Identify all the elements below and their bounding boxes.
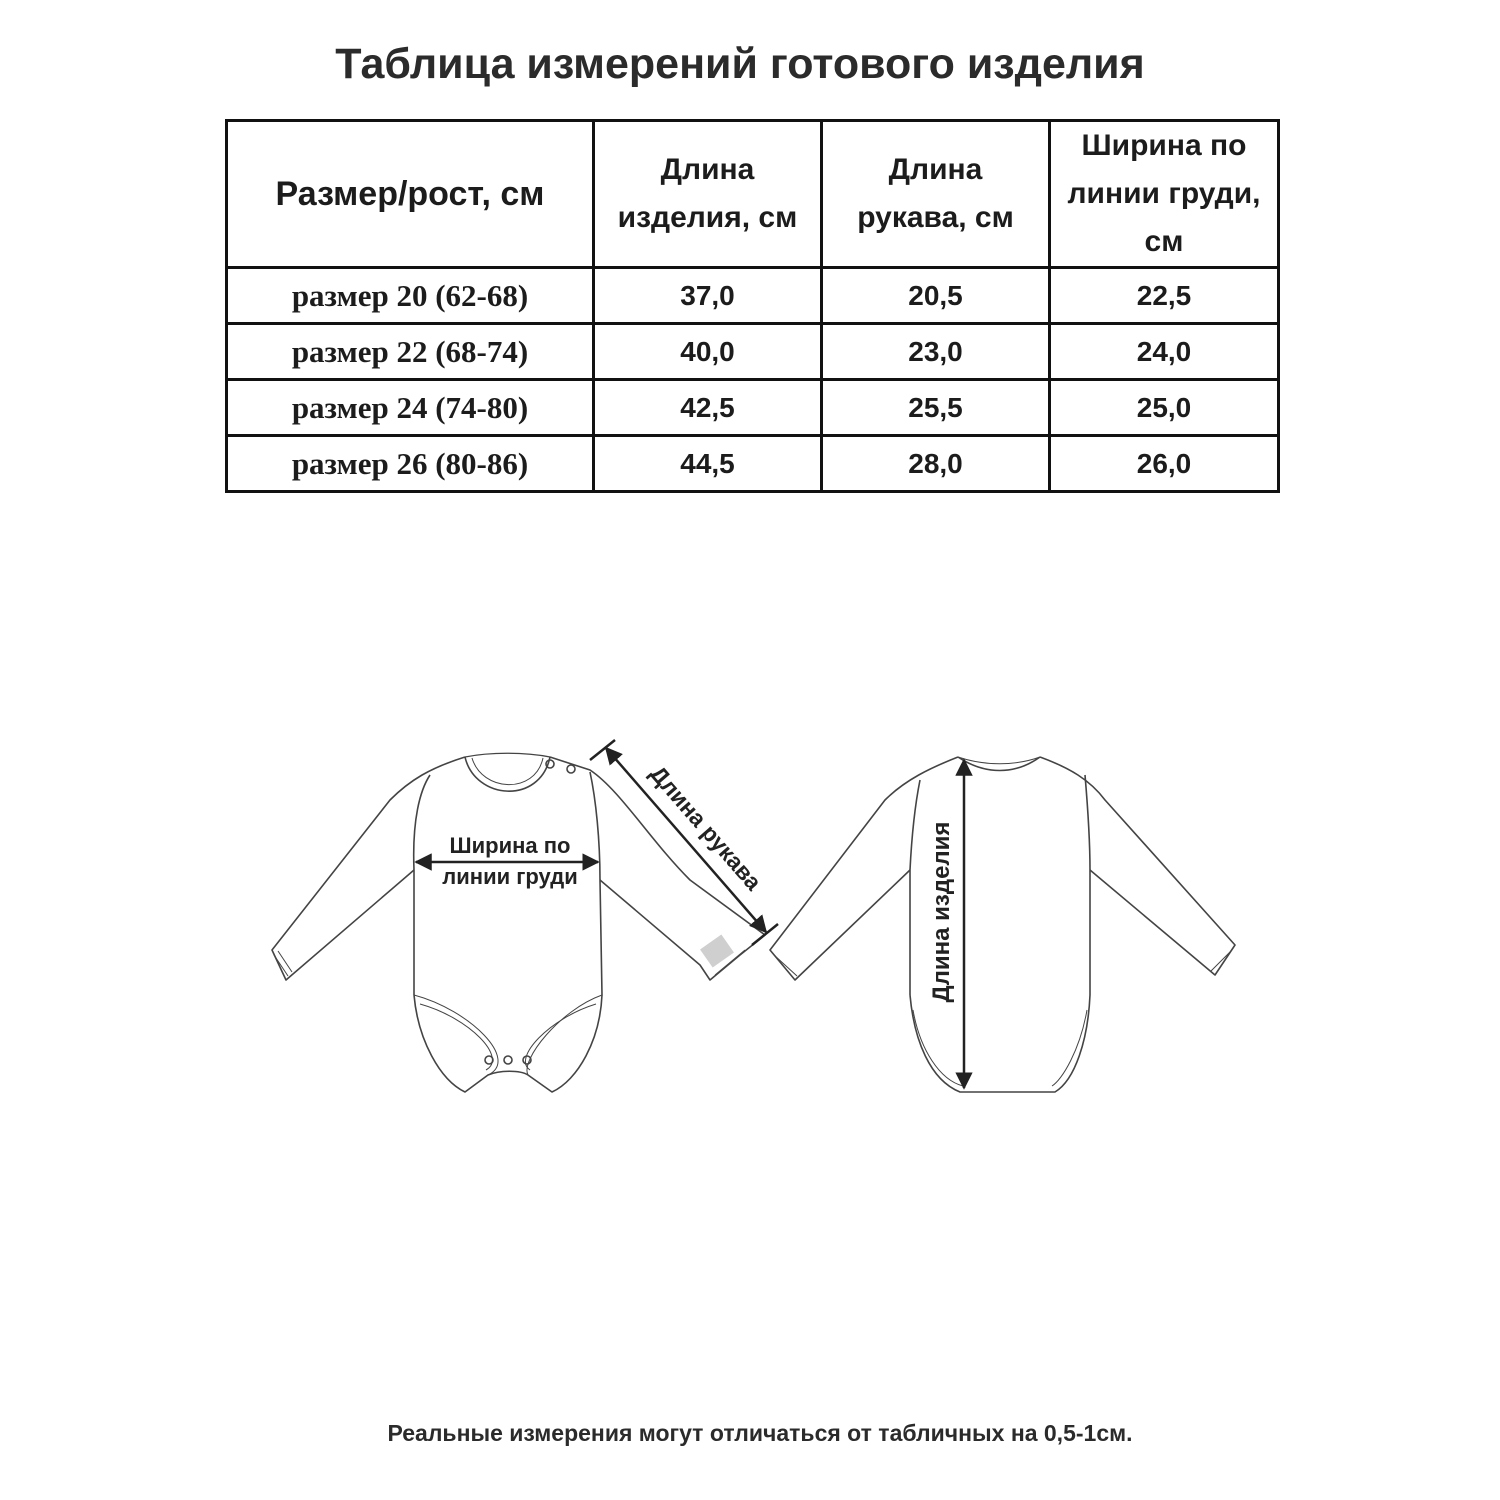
sleeve-length-arrow	[606, 748, 766, 932]
cell-sleeve-length: 28,0	[822, 436, 1050, 492]
table-row	[227, 436, 1279, 492]
cell-sleeve-length: 25,5	[822, 380, 1050, 436]
bodysuit-back	[770, 757, 1235, 1092]
cell-item-length: 44,5	[594, 436, 822, 492]
bodysuit-diagram	[0, 700, 1500, 1120]
page-title: Таблица измерений готового изделия	[335, 40, 1145, 88]
table-row	[227, 324, 1279, 380]
length-label: Длина изделия	[928, 821, 955, 1003]
cell-size: размер 24 (74-80)	[227, 380, 594, 436]
header-sleeve-length: Длина рукава, см	[822, 121, 1050, 268]
cell-chest-width: 25,0	[1050, 380, 1279, 436]
table-header-row	[227, 121, 1279, 268]
table-row	[227, 380, 1279, 436]
cell-sleeve-length: 23,0	[822, 324, 1050, 380]
cell-size: размер 22 (68-74)	[227, 324, 594, 380]
cell-sleeve-length: 20,5	[822, 268, 1050, 324]
cell-size: размер 20 (62-68)	[227, 268, 594, 324]
chest-label-line1: Ширина по	[449, 833, 571, 858]
footnote: Реальные измерения могут отличаться от табличных на 0,5-1см.	[387, 1420, 1133, 1446]
header-chest-width: Ширина по линии груди, см	[1050, 121, 1279, 268]
cell-chest-width: 26,0	[1050, 436, 1279, 492]
header-item-length: Длина изделия, см	[594, 121, 822, 268]
cell-size: размер 26 (80-86)	[227, 436, 594, 492]
cell-item-length: 37,0	[594, 268, 822, 324]
table-row	[227, 268, 1279, 324]
sleeve-label: Длина рукава	[645, 760, 767, 896]
cell-item-length: 42,5	[594, 380, 822, 436]
size-table	[225, 119, 1280, 493]
cell-chest-width: 22,5	[1050, 268, 1279, 324]
cell-item-length: 40,0	[594, 324, 822, 380]
header-size: Размер/рост, см	[227, 121, 594, 268]
cell-chest-width: 24,0	[1050, 324, 1279, 380]
chest-label-line2: линии груди	[442, 864, 578, 889]
